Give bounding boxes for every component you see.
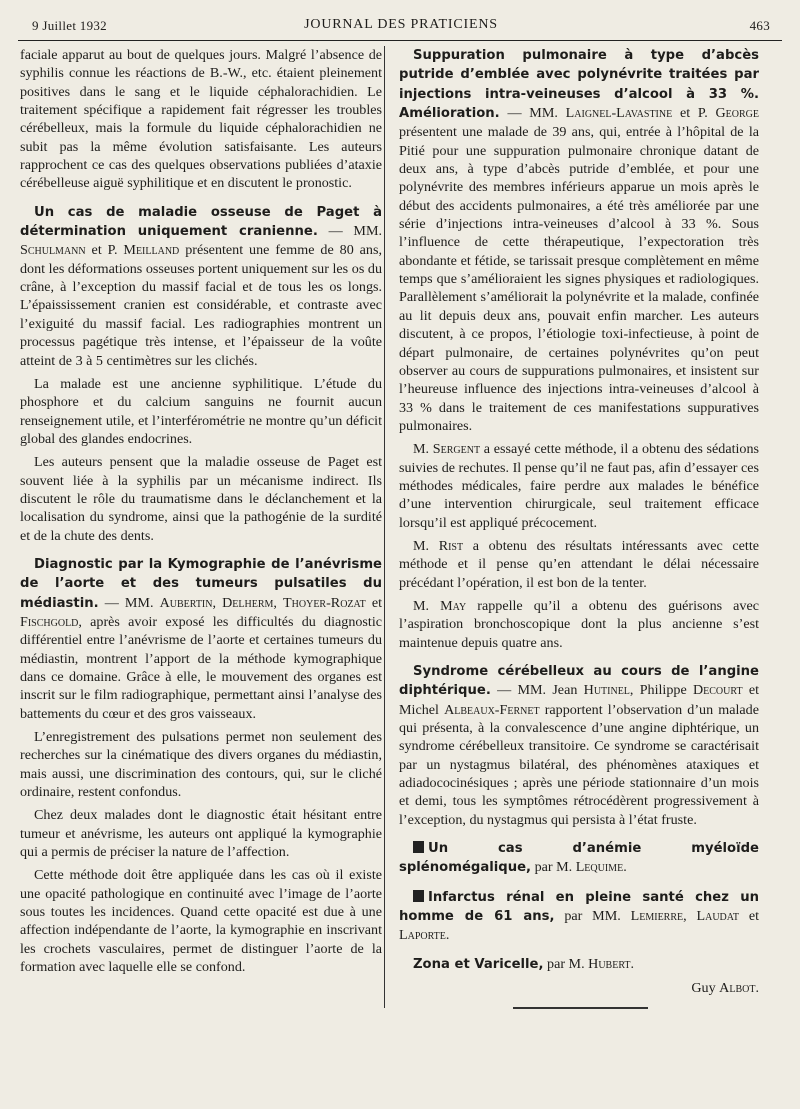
paragraph: Cette méthode doit être appliquée dans les cas où il existe une opacité pathologique en continuité avec l’image de l’aorte sous toutes les incidences. Quand cette opacité est due à une affection indépendante de l’aorte, la kymographie en inscrivant les crochets vasculaires, permet de distinguer l’aorte de la formation avec laquelle elle se confond.	[20, 867, 382, 976]
author-name: George	[715, 105, 759, 122]
signature: Guy Albot.	[691, 980, 759, 997]
article-title: Syndrome cérébelleux au cours de l’angine diphtérique.	[399, 664, 759, 699]
author-name: Laporte	[399, 927, 446, 944]
author-name: Decourt	[692, 682, 743, 699]
author-name: Meilland	[123, 242, 180, 259]
page-header	[32, 12, 770, 40]
header-journal-title: JOURNAL DES PRATICIENS	[304, 17, 498, 32]
article-title: Infarctus rénal en pleine santé chez un homme de 61 ans,	[399, 889, 759, 925]
author-name: Aubertin	[159, 594, 213, 611]
paragraph-sergent: M. Sergent a essayé cette méthode, il a obtenu des sédations suivies de rechutes. Il pense qu’il ne faut pas, afin d’essayer ces méthodes médicales, faire perdre aux malades le bénéfice d’une intervention chirurgicale, seul traitement efficace lorsqu’il est appliqué précocement.	[399, 441, 759, 531]
paragraph-continuation: faciale apparut au bout de quelques jours. Malgré l’absence de syphilis connue les réactions de B.-W., etc. étaient pleinement positives dans le sang et le liquide céphalorachidien. Le traitement spécifique a rapidement fait régresser les troubles cérébelleux, mais la formule du liquide céphalorachidien ne subit pas la même évolution satisfaisante. Les auteurs rapprochent ce cas des quelques observations publiées d’ataxie cérébelleuse aiguë syphilitique et en discutent le pronostic.	[20, 47, 382, 192]
article-title: Un cas de maladie osseuse de Paget à détermination uniquement cranienne.	[20, 204, 382, 240]
paragraph: L’enregistrement des pulsations permet non seulement des recherches sur la cinématique des divers organes du médiastin, mais aussi, une discrimination des contours, qui, sur le cliché ordinaire, restent confondus.	[20, 729, 382, 801]
left-column	[20, 46, 382, 982]
author-name: Hubert	[588, 955, 631, 972]
author-name: Lequime	[575, 859, 624, 876]
author-name: Schulmann	[20, 242, 86, 259]
article-zona: Zona et Varicelle, par M. Hubert.	[413, 955, 635, 972]
author-name: Laudat	[696, 908, 739, 925]
header-date: 9 Juillet 1932	[32, 18, 107, 33]
article-paget: Un cas de maladie osseuse de Paget à détermination uniquement cranienne. — MM. Schulmann et P. Meilland présentent une femme de 80 ans, dont les déformations osseuses portent uniquement sur les os du crâne, à l’exception du massif facial et de tous les os longs. L’épaississement cranien est considérable, et contraste avec l’exiguité du massif facial. Les radiographies montrent un processus pagétique très intense, et l’épaisseur de la voûte atteint de 3 à 5 centimètres sur les clichés.	[20, 204, 382, 369]
print-mark-icon	[413, 841, 424, 853]
article-title: Diagnostic par la Kymographie de l’anévrisme de l’aorte et des tumeurs pulsatiles du médiastin.	[20, 556, 382, 611]
article-title: Suppuration pulmonaire à type d’abcès putride d’emblée avec polynévrite traitées par injections intra-veineuses d’alcool à 33 %. Amélioration.	[399, 48, 759, 122]
column-divider	[384, 46, 385, 1008]
end-rule	[513, 1007, 648, 1009]
author-name: Lemierre	[630, 908, 684, 925]
author-name: Rist	[438, 537, 464, 554]
paragraph-rist: M. Rist a obtenu des résultats intéressants avec cette méthode et il pense qu’en attendant le délai nécessaire précédant l’opération, il est bon de la tenter.	[399, 537, 759, 591]
author-name: May	[440, 597, 467, 614]
header-rule	[18, 40, 782, 41]
author-name: Albeaux-Fernet	[444, 701, 540, 718]
author-name: Fischgold	[20, 613, 79, 630]
paragraph-may: M. May rappelle qu’il a obtenu des guérisons avec l’aspiration bronchoscopique dont la plus ancienne s’est maintenue depuis quatre ans.	[399, 597, 759, 651]
paragraph: Chez deux malades dont le diagnostic était hésitant entre tumeur et anévrisme, les auteurs ont appliqué la kymographie qui a permis de préciser la nature de l’affection.	[20, 807, 382, 861]
article-syndrome-cerebelleux: Syndrome cérébelleux au cours de l’angine diphtérique. — MM. Jean Hutinel, Philippe Decourt et Michel Albeaux-Fernet rapportent l’observation d’un malade qui présenta, à la convalescence d’une angine diphtérique, un syndrome cérébelleux transitoire. Ce syndrome se caractérisait par un nystagmus bilatéral, des phénomènes ataxiques et adiadococinésiques ; après une période stationnaire d’un mois et demi, tous les symptômes rétrocédèrent progressivement à l’exception, du nystagmus qui persista à l’état fruste.	[399, 664, 759, 828]
article-title: Un cas d’anémie myéloïde splénomégalique,	[399, 841, 759, 876]
article-anemie: Un cas d’anémie myéloïde splénomégalique, par M. Lequime.	[399, 841, 759, 876]
header-page-number: 463	[749, 18, 770, 33]
article-title: Zona et Varicelle,	[413, 956, 544, 972]
author-name: Sergent	[432, 441, 481, 458]
article-kymographie: Diagnostic par la Kymographie de l’anévrisme de l’aorte et des tumeurs pulsatiles du médiastin. — MM. Aubertin, Delherm, Thoyer-Rozat et Fischgold, après avoir exposé les difficultés du diagnostic différentiel entre l’anévrisme de l’aorte et certaines tumeurs du médiastin, montrent l’apport de la méthode kymographique dans ce domaine. Grâce à elle, le mouvement des organes est inscrit sur le film radiographique, permettant ainsi l’analyse des battements du cœur et des gros vaisseaux.	[20, 556, 383, 722]
paragraph: Les auteurs pensent que la maladie osseuse de Paget est souvent liée à la syphilis par un mécanisme indirect. Ils discutent le rôle du traumatisme dans le déclanchement et la localisation du syndrome, ainsi que la pathogénie de la surdité et de la chute des dents.	[20, 454, 382, 544]
print-mark-icon	[413, 890, 424, 902]
author-name: Delherm	[222, 594, 274, 611]
author-name: Laignel-Lavastine	[565, 105, 673, 122]
paragraph: La malade est une ancienne syphilitique. L’étude du phosphore et du calcium sanguins ne fournit aucun renseignement utile, et l’interférométrie ne montre qu’un déficit global des glandes endocrines.	[20, 375, 382, 447]
article-infarctus: Infarctus rénal en pleine santé chez un homme de 61 ans, par MM. Lemierre, Laudat et Laporte.	[399, 889, 760, 944]
author-name: Thoyer-Rozat	[283, 594, 366, 611]
author-name: Hutinel	[583, 682, 630, 699]
right-column	[399, 46, 759, 1003]
article-suppuration: Suppuration pulmonaire à type d’abcès putride d’emblée avec polynévrite traitées par injections intra-veineuses d’alcool à 33 %. Amélioration. — MM. Laignel-Lavastine et P. George présentent une malade de 39 ans, qui, entrée à l’hôpital de la Pitié pour une suppuration pulmonaire chronique datant de deux ans, à type d’abcès putride d’emblée, et pour une polynévrite des membres inférieurs apparue un mois après le début des accidents pulmonaires, a été très améliorée par une série d’injections intra-veineuses d’alcool à 33 %. Sous l’influence de cette thérapeutique, l’expectoration très abondante et fétide, se tarissait presque complètement en même temps que s’amélioraient les signes physiques et radiologiques. Parallèlement s’améliorait la polynévrite et la malade, confinée au lit depuis deux ans, pouvait enfin marcher. Les auteurs discutent, à ce propos, l’étiologie toxi-infectieuse, à point de départ pulmonaire, de certaines polynévrites qu’on peut observer au cours de suppurations pulmonaires, et insistent sur l’heureuse influence des injections intra-veineuses d’alcool à 33 % dans le traitement de ces manifestations suppuratives pulmonaires.	[399, 48, 759, 434]
